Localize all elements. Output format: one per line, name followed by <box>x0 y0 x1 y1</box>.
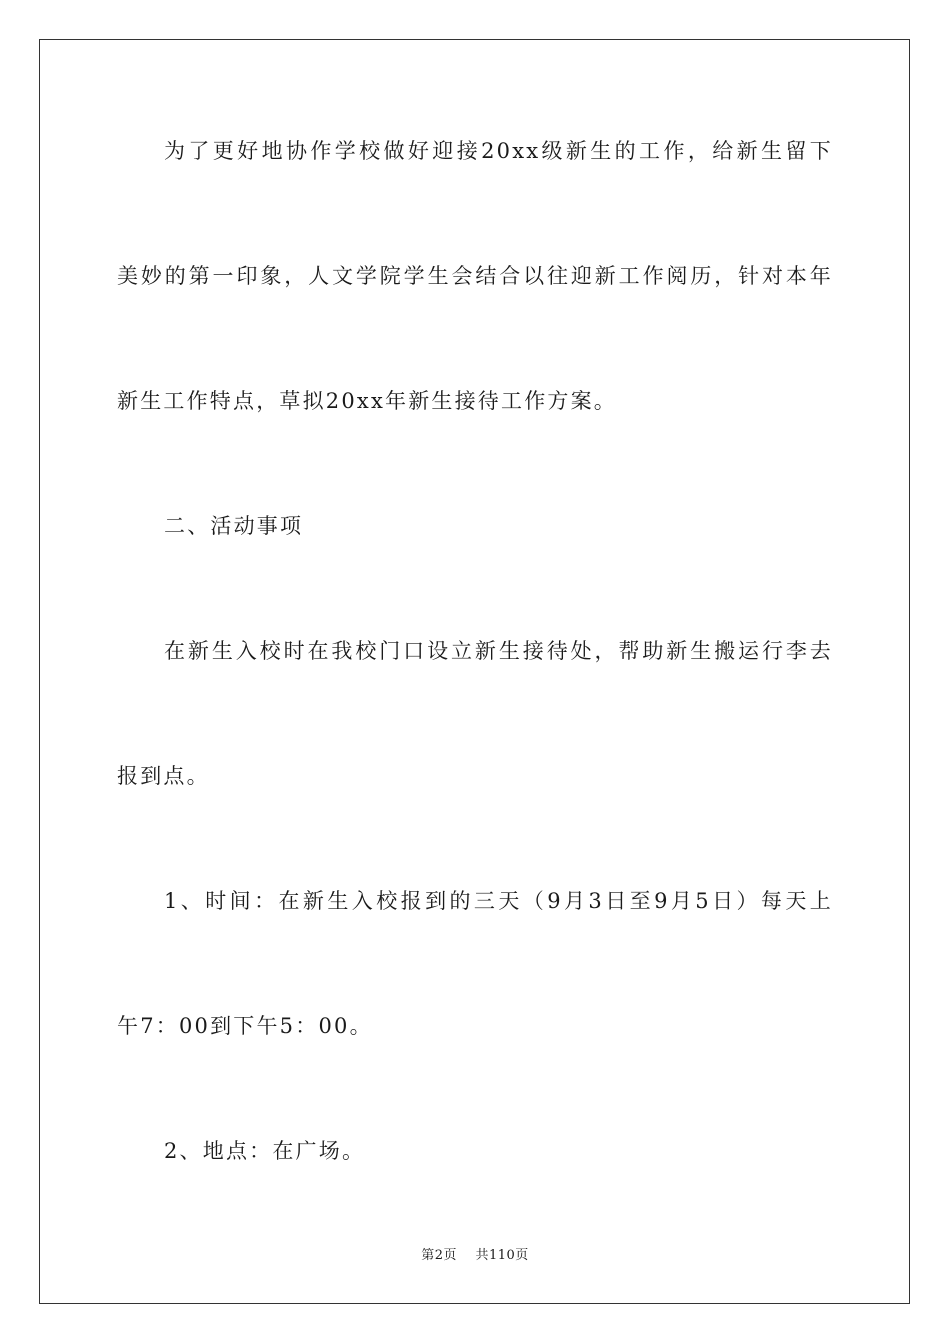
paragraph-intro-line-2: 美妙的第一印象，人文学院学生会结合以往迎新工作阅历，针对本年 <box>117 264 833 288</box>
page-number-footer: 第2页 共110页 <box>421 1248 529 1263</box>
section-heading: 二、活动事项 <box>164 514 304 538</box>
page-border <box>39 39 910 1304</box>
paragraph-activity-line-1: 在新生入校时在我校门口设立新生接待处，帮助新生搬运行李去 <box>164 639 833 663</box>
item-time-line-1: 1、时间：在新生入校报到的三天（9月3日至9月5日）每天上 <box>164 889 833 913</box>
paragraph-activity-line-2: 报到点。 <box>117 764 210 788</box>
item-location: 2、地点：在广场。 <box>164 1139 366 1163</box>
item-time-line-2: 午7：00到下午5：00。 <box>117 1014 373 1038</box>
paragraph-intro-line-3: 新生工作特点，草拟20xx年新生接待工作方案。 <box>117 389 618 413</box>
paragraph-intro-line-1: 为了更好地协作学校做好迎接20xx级新生的工作，给新生留下 <box>164 139 833 163</box>
